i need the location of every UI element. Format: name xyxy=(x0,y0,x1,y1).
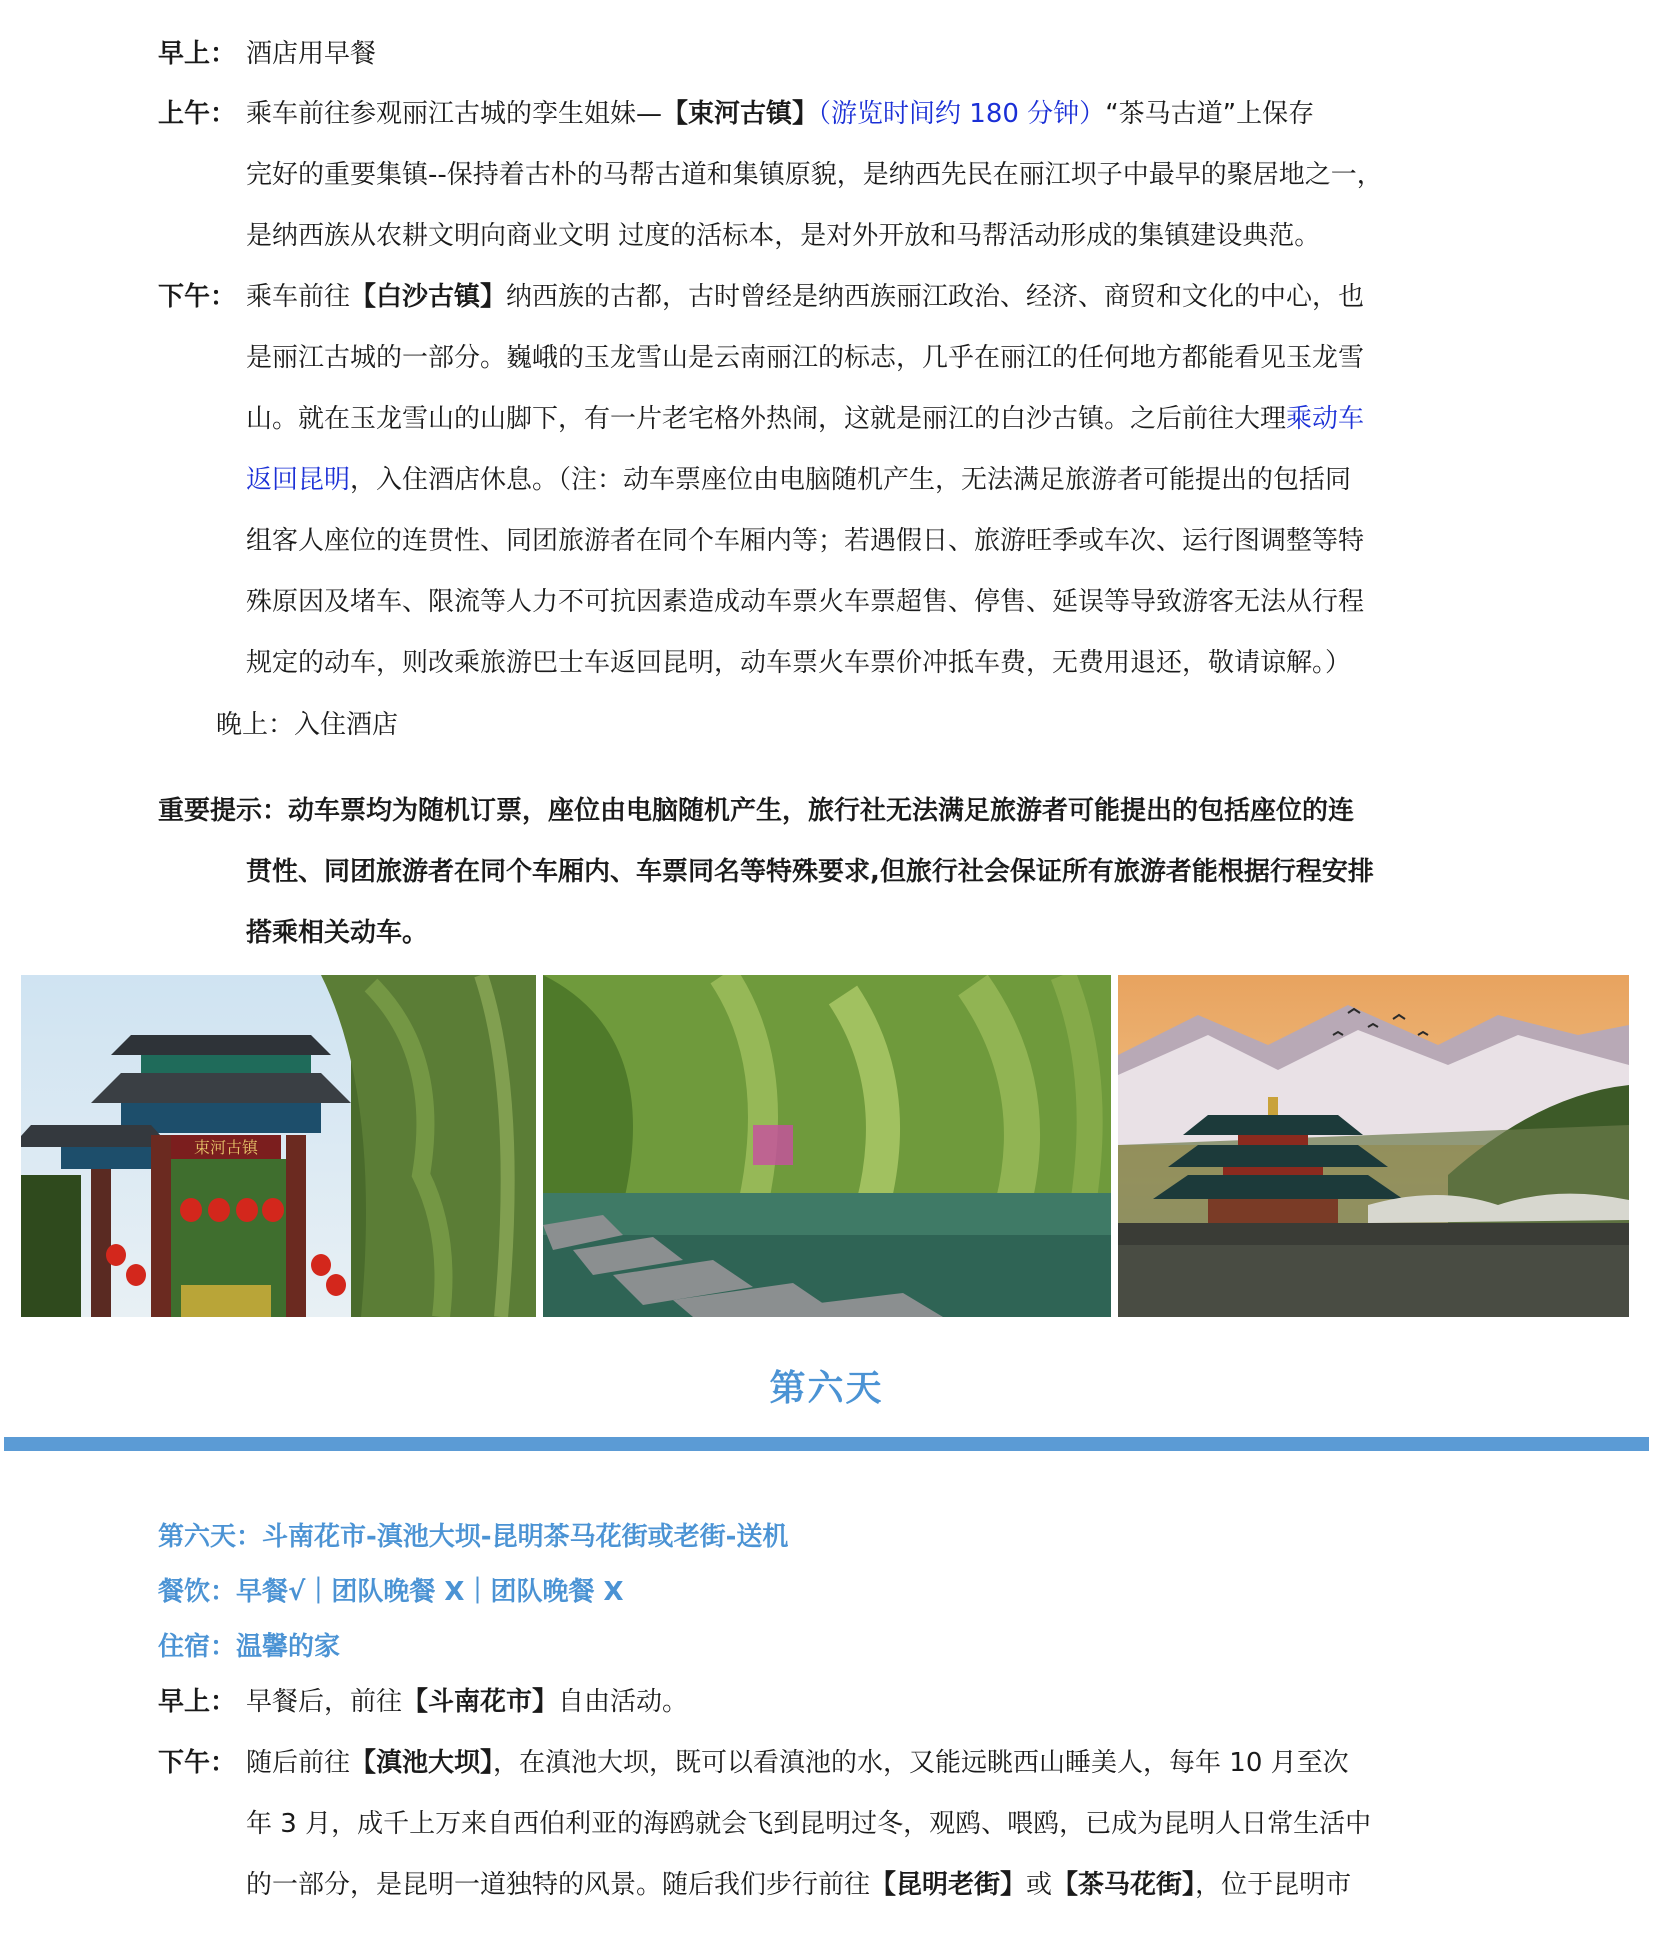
afternoon-line-1-post: 纳西族的古都，古时曾经是纳西族丽江政治、经济、商贸和文化的中心，也 xyxy=(506,282,1365,312)
important-notice-line-3: 搭乘相关动车。 xyxy=(246,918,429,948)
day6-afternoon-label: 下午： xyxy=(158,1748,237,1778)
afternoon-line-4 xyxy=(246,450,1496,511)
day6-afternoon-line-3 xyxy=(246,1855,1496,1916)
afternoon-line-1-pre: 乘车前往 xyxy=(246,282,351,312)
forenoon-line-3: 是纳西族从农耕文明向商业文明 过度的活标本，是对外开放和马帮活动形成的集镇建设典范。 xyxy=(246,221,1321,251)
day6-afternoon-line-3-post: ，位于昆明市 xyxy=(1195,1870,1352,1900)
forenoon-line-2: 完好的重要集镇--保持着古朴的马帮古道和集镇原貌，是纳西先民在丽江坝子中最早的聚居地之一， xyxy=(246,160,1383,190)
day6-afternoon-line-2: 年 3 月，成千上万来自西伯利亚的海鸥就会飞到昆明过冬，观鸥、喂鸥，已成为昆明人日常生活中 xyxy=(246,1809,1372,1839)
day5-morning xyxy=(158,24,1498,85)
kunming-old-street-highlight: 【昆明老街】 xyxy=(870,1870,1027,1900)
day6-morning-pre: 早餐后，前往 xyxy=(246,1687,403,1717)
forenoon-line-1-pre: 乘车前往参观丽江古城的孪生姐妹— xyxy=(246,99,663,129)
important-notice-line-1: 重要提示：动车票均为随机订票，座位由电脑随机产生，旅行社无法满足旅游者可能提出的包括座位的连 xyxy=(158,796,1355,826)
day5-evening: 晚上：入住酒店 xyxy=(216,710,399,740)
morning-label: 早上： xyxy=(158,39,237,69)
important-notice-line-2: 贯性、同团旅游者在同个车厢内、车票同名等特殊要求,但旅行社会保证所有旅游者能根据行程安排 xyxy=(246,857,1374,887)
afternoon-line-7: 规定的动车，则改乘旅游巴士车返回昆明，动车票火车票价冲抵车费，无费用退还，敬请谅解。） xyxy=(246,648,1352,678)
chama-flower-street-highlight: 【茶马花街】 xyxy=(1052,1870,1196,1900)
afternoon-line-6: 殊原因及堵车、限流等人力不可抗因素造成动车票火车票超售、停售、延误等导致游客无法从行程 xyxy=(246,587,1365,617)
tour-duration-note: （游览时间约 180 分钟） xyxy=(818,99,1106,129)
shuhe-town-highlight: 【束河古镇】 xyxy=(662,99,819,129)
day6-morning xyxy=(158,1672,1498,1733)
day6-stay: 住宿：温馨的家 xyxy=(158,1632,341,1662)
day6-afternoon-line-1-pre: 随后前往 xyxy=(246,1748,351,1778)
day6-title: 第六天：斗南花市-滇池大坝-昆明茶马花街或老街-送机 xyxy=(158,1522,789,1552)
day5-afternoon xyxy=(158,267,1498,328)
afternoon-line-3-pre: 山。就在玉龙雪山的山脚下，有一片老宅格外热闹，这就是丽江的白沙古镇。之后前往大理 xyxy=(246,404,1287,434)
day6-morning-post: 自由活动。 xyxy=(558,1687,689,1717)
day6-afternoon xyxy=(158,1733,1498,1794)
train-link-part-1[interactable]: 乘动车 xyxy=(1286,404,1365,434)
gate-sign-text: 束河古镇 xyxy=(193,1138,259,1157)
train-link-part-2[interactable]: 返回昆明 xyxy=(246,465,351,495)
baisha-town-highlight: 【白沙古镇】 xyxy=(350,282,507,312)
section-divider xyxy=(4,1437,1649,1451)
forenoon-label: 上午： xyxy=(158,99,237,129)
afternoon-line-2: 是丽江古城的一部分。巍峨的玉龙雪山是云南丽江的标志，几乎在丽江的任何地方都能看见玉龙雪 xyxy=(246,343,1365,373)
day6-afternoon-line-3-pre: 的一部分，是昆明一道独特的风景。随后我们步行前往 xyxy=(246,1870,871,1900)
morning-text: 酒店用早餐 xyxy=(246,39,377,69)
afternoon-line-5: 组客人座位的连贯性、同团旅游者在同个车厢内等；若遇假日、旅游旺季或车次、运行图调整等特 xyxy=(246,526,1365,556)
afternoon-label: 下午： xyxy=(158,282,237,312)
day6-meals: 餐饮：早餐√｜团队晚餐 X｜团队晚餐 X xyxy=(158,1577,624,1607)
photo-willow-pond xyxy=(543,975,1111,1317)
afternoon-line-4-post: ，入住酒店休息。（注：动车票座位由电脑随机产生，无法满足旅游者可能提出的包括同 xyxy=(350,465,1352,495)
photo-black-dragon-pool-pagoda xyxy=(1118,975,1629,1317)
dounan-flower-market-highlight: 【斗南花市】 xyxy=(402,1687,559,1717)
afternoon-line-3 xyxy=(246,389,1496,450)
day6-afternoon-line-1-post: ，在滇池大坝，既可以看滇池的水，又能远眺西山睡美人，每年 10 月至次 xyxy=(493,1748,1349,1778)
day5-forenoon xyxy=(158,84,1498,145)
day6-afternoon-line-3-mid: 或 xyxy=(1026,1870,1053,1900)
photo-ancient-town-gate xyxy=(21,975,536,1317)
day6-morning-label: 早上： xyxy=(158,1687,237,1717)
forenoon-line-1-post: “茶马古道”上保存 xyxy=(1105,99,1315,129)
day6-heading: 第六天 xyxy=(769,1368,884,1409)
dianchi-dam-highlight: 【滇池大坝】 xyxy=(350,1748,494,1778)
